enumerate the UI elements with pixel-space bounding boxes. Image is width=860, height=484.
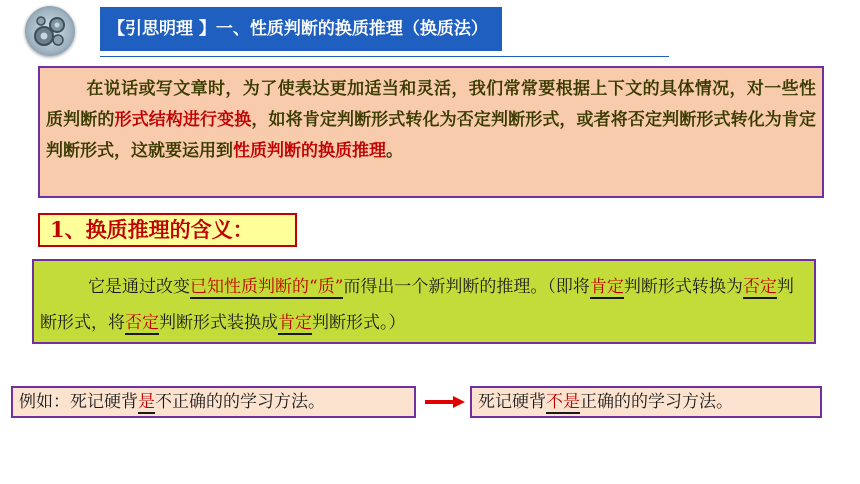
definition-text-2: 而得出一个新判断的推理。（即将 (343, 277, 590, 297)
definition-highlight-5: 肯定 (278, 313, 312, 333)
intro-paragraph (38, 66, 824, 198)
example-original-text-1: 例如：死记硬背 (19, 392, 138, 412)
definition-text-6: 判断形式。） (312, 313, 406, 333)
gear-logo-icon (25, 6, 75, 56)
definition-text-5: 判断形式装换成 (159, 313, 278, 333)
title-underline (100, 56, 669, 57)
example-converted (470, 386, 822, 418)
intro-text-1: 在说话或写文章时，为了使表达更加适当和灵活，我们常常要根据上下文的具体情况，对一些性质判断的 (46, 79, 816, 130)
section-heading: 1、换质推理的含义： (38, 213, 297, 247)
definition-highlight-4: 否定 (125, 313, 159, 333)
definition-text-3: 判断形式转换为 (623, 277, 743, 297)
example-converted-text-1: 死记硬背 (478, 392, 546, 412)
intro-highlight-1: 形式结构进行变换 (114, 110, 252, 130)
definition-highlight-2: 肯定 (589, 277, 624, 297)
definition-text-1: 它是通过改变 (88, 277, 190, 297)
example-original (11, 386, 416, 418)
definition-box (32, 259, 816, 344)
example-converted-text-2: 正确的的学习方法。 (580, 392, 733, 412)
intro-text-2: ，如将肯定判断形式转化为否定判断形式，或者将否定判断形式转化为肯定判断形式，这就要运用到 (46, 110, 817, 161)
definition-highlight-1: 已知性质判断的“质” (190, 277, 344, 297)
intro-highlight-2: 性质判断的换质推理 (233, 141, 386, 161)
example-original-highlight: 是 (138, 392, 155, 412)
example-original-text-2: 不正确的的学习方法。 (155, 392, 325, 412)
right-arrow-icon (425, 396, 465, 408)
page-title: 【引思明理 】一、性质判断的换质推理（换质法） (100, 7, 502, 51)
definition-text-4: 判断形式，将 (40, 277, 794, 333)
example-converted-highlight: 不是 (546, 392, 580, 412)
intro-text-3: 。 (386, 141, 403, 161)
definition-highlight-3: 否定 (742, 277, 777, 297)
